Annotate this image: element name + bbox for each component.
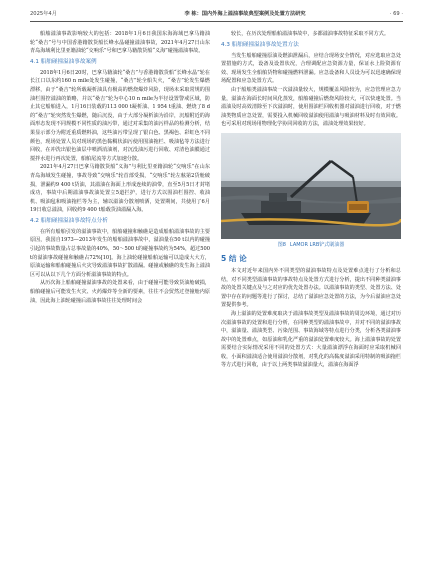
skimmer-photo-drawing — [221, 133, 401, 239]
paragraph: 由于船舶类溢油事故一次溢油量较大，规模覆盖风险较为，应急管理应急力量，溢油在海面长时间风化蒸发，船舶碰撞后燃烧风险较大，可以快速处置。当溢油及时高效清除至下次溢油时，使用围油栏回收机器对溢油进行回收，对于燃油类物质应急处置，需要投入机械回收溢油使用溢油与吸油材料及时有效回收。也可采用对现场用物理化学协同回收的方法，溢油处理效果较好。 — [221, 86, 401, 128]
section-heading-4-2: 4.2 船舶碰撞溢油事故特点分析 — [30, 217, 108, 224]
paragraph: 海上溢油的处置难度取决于溢油事故类型及溢油事故的周边环境，通过对历次溢油事故的处置和进行分析，在同种类型的溢油事故中，并对不同的溢油事故中，溢油量、溢油类型、污染范围、事故海域等特点进行分类，分析各类溢油事故中的处置难点，如原油和乳化严重的溢油处置难度较大。海上溢油事故的处置需要结合实际情况采用不同的处置方式：大量溢油漂浮在海面时应采取机械回收，小面积溢油适合使用溢油分散剂，对乳化的高黏度溢油采用特制的吸油拖栏等方式进行回收，由于以上两类事故溢油量大，溢油在海面浮 — [221, 310, 401, 369]
journal-date: 2025年4月 — [30, 11, 57, 17]
paragraph: 较长，在历次处理船舶溢油事故中，多都溢油事故特征采取不同方式。 — [231, 31, 389, 37]
paragraph: 在所有船舶引发的溢油事故中，船舶碰撞和触礁是造成船舶溢油事故的主要原因，我国自1973—2013年发生的船舶溢油事故中，溢油量在50 t以内的碰撞引起的事故数量占总事故量的40%，50～500 t的碰撞事故约为54%，超过500 t的溢油事故碰撞和触礁占72%[10]。海上油轮碰撞船舶运输可以造成大大方，原油运输和船舶碰撞后火灾导致溢油事故扩散溢漏。碰撞或触礁的发生海上溢油区可以从以下几个方面分析溢油事故的特点。 — [30, 228, 210, 278]
section-heading-4-1: 4.1 船舶碰撞溢油事故案例 — [30, 58, 97, 65]
chapter-heading-conclusion: 5 结 论 — [221, 253, 247, 263]
right-column — [221, 30, 401, 370]
paragraph: 从历次海上船舶碰撞溢油事故的处置来看，由于碰撞可能导致货油舱破损，船舶碰撞后可能发生火灾、火药爆炸等全新的要素，往往不会贸然过登撞舱内原油，因此海上油轮碰撞后溢油事故往往处理时间会 — [30, 280, 210, 304]
paragraph: 船舶溢油事故影响较大的包括：2018年1月6日我国东海海域巴拿马籍油轮“桑吉”号与中国香港籍散货船长峰水晶碰撞溢油事故，2021年4月27日山东青岛海域利比里亚籍油轮“交响乐”号和巴拿马籍散货船“义海”碰撞溢油事故。 — [30, 31, 210, 55]
header-rule — [30, 21, 403, 22]
page-number: · 69 · — [389, 11, 403, 17]
figure-caption-number: 图8 — [277, 241, 286, 248]
running-title: 李 栋：国内外海上溢油事故典型案例及处置方法研究 — [184, 11, 306, 17]
paragraph: 2018年1月6日20时，巴拿马籍油轮“桑吉”与香港籍散货船“长峰水晶”轮在长江口以东约160 n mile处发生碰撞，“桑吉”轮全船失火，“桑吉”轮发生爆燃漂移，由于“桑吉”轮所载凝析油具有极高的燃烧爆炸风险，现场未采取常规的围油栏围控溢油的策略，并以“桑吉”轮为中心10 n mile为半径设置警戒区域，防止其它船舶进入，1月16日装载的113 000 t凝析油、1 954 t重油、燃烧了8 d的“桑吉”轮突然发生爆燃，随后沉没，由于大部分凝析油为沿岸，沉船附近的海面形态发现不同规模不同性质的油污带，通过对采集的油污样品的检测分析，结果显示部分为附近重质燃料油，这些油污带呈现了银白色、黑褐色、彩虹色不同颜色，现场处置人员对现场的黑色黏稠状油污使用围油拖栏、吸油毡等方法进行回收，在冲洗出银色油层中喷洒消油剂，对沉没油污进行回收、对清色油膜通过搅拌水进行再次处置，船舶尾流等方式加速分散。 — [30, 69, 210, 162]
left-column — [30, 30, 210, 305]
figure-caption-text: LAMOR LRB铲式刷油器 — [289, 241, 345, 248]
paragraph: 2021年4月27日巴拿马籍散货船“义海”与利比里亚籍油轮“交响乐”在山东青岛海域发生碰撞，事故导致“交响乐”轮首部受损，“交响乐”轮左舷第2货舱破损，泄漏约9 400 t货油，其溢油在海面上形成连续的油带，直至5月5日才封堵成功，事故中后期溢油事故油处置立5道拦护，进行方式以围油栏围控、收油机、吸油毡和吸油拖栏等为主，辅以溢油分散剂喷洒，处置期间，共使用了6月19日收总溢油，回收约9 400 t船载货油溢漏入海。 — [30, 164, 210, 214]
paragraph: 当发生船舶碰撞原油及燃油泄漏后，应结合现场安全情况，对应选取应急处置措施的方式，设备及设置状况，合理调配应急资源力量，保证水上险资源有效、现场发生全船舶货物和碰撞燃料泄漏。应急设备和人员设为可以迅速确保现场配置和应急处置方式。 — [221, 52, 401, 85]
figure-caption — [221, 241, 401, 250]
skimmer-photo — [221, 133, 401, 239]
paragraph: 本文对近年来国内外不同类型的溢油事故特点及处置难点进行了分析和总结，对不同类型溢油事故的事故特点及处置方式进行分析，提出不同种类溢油事故的处置关键点及与之对应的优先处置办法。以溢油事故的类型、处置方法、处置中存在的问题等进行了探讨，总结了溢油应急处置的方法，为今后溢油应急处置提供参考。 — [221, 267, 401, 309]
section-heading-4-3: 4.3 船舶碰撞溢油事故处置方法 — [221, 41, 299, 48]
page-header — [30, 8, 403, 20]
